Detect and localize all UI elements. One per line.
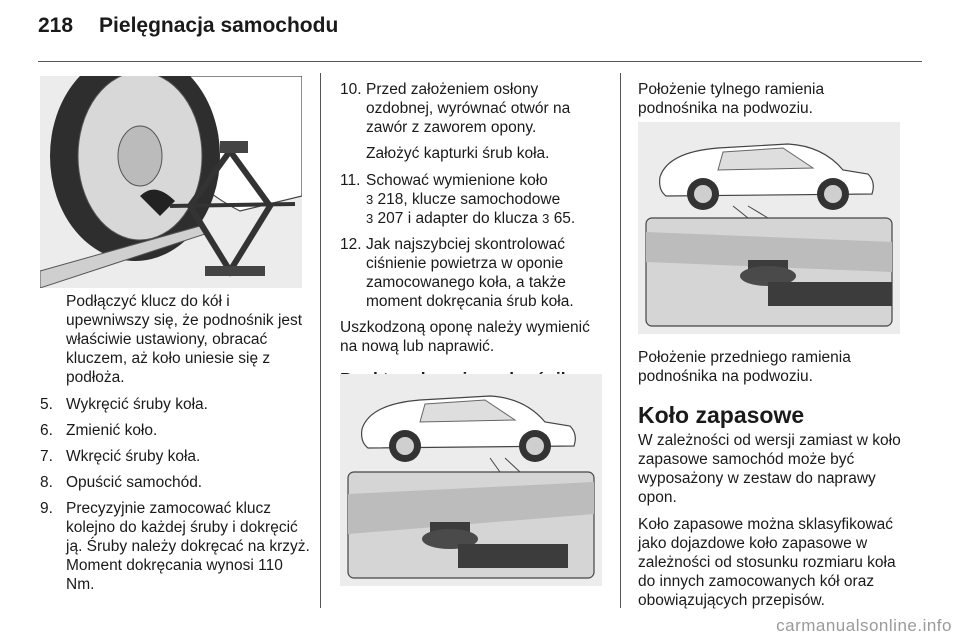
- reference-arrow-icon: 3: [366, 211, 374, 226]
- watermark: carmanualsonline.info: [776, 616, 952, 635]
- rear-jack-point-illustration: [638, 122, 900, 334]
- spare-wheel-heading: Koło zapasowe: [638, 402, 805, 428]
- list-item: [340, 171, 608, 228]
- item-number: 6.: [40, 422, 53, 439]
- tyre-note: Uszkodzoną oponę należy wymienić na nową lub naprawić.: [340, 319, 590, 355]
- item-text: Jak najszybciej skontrolować ciśnienie powietrza w oponie zamocowanego koła, a także moment dokręcania śrub koła.: [366, 236, 574, 310]
- rear-jack-point-figure: [638, 122, 900, 334]
- item-number: 11.: [340, 172, 361, 189]
- item-number: 7.: [40, 448, 53, 465]
- item-text: 65.: [553, 210, 576, 227]
- spare-wheel-paragraph-1: W zależności od wersji zamiast w koło zapasowe samochód może być wyposażony w zestaw do naprawy opon.: [638, 432, 901, 506]
- jack-wheel-illustration: [40, 76, 302, 288]
- item-text: Opuścić samochód.: [66, 474, 203, 491]
- item-text: Schować wymienione koło: [366, 172, 548, 189]
- jack-wheel-figure: [40, 76, 302, 288]
- item-number: 8.: [40, 474, 53, 491]
- list-item: [340, 235, 608, 311]
- rear-jack-caption: Położenie tylnego ramienia podnośnika na podwoziu.: [638, 81, 825, 117]
- list-item: [340, 80, 608, 137]
- column-2: [340, 80, 608, 401]
- item-text: 207 i adapter do klucza: [377, 210, 538, 227]
- item-number: 9.: [40, 500, 53, 517]
- header-rule: [38, 61, 922, 62]
- front-jack-caption: Położenie przedniego ramienia podnośnika na podwoziu.: [638, 349, 851, 385]
- spare-wheel-paragraph-2: Koło zapasowe można sklasyfikować jako dojazdowe koło zapasowe w zależności od stosunku rozmiaru koła do innych zamocowanych kół oraz obowiązujących przepisów.: [638, 516, 896, 609]
- column-divider-1: [320, 73, 321, 608]
- list-item: [40, 447, 312, 466]
- item-text: 218, klucze samochodowe: [377, 191, 561, 208]
- page-header: [38, 14, 338, 44]
- step-10-extra: Założyć kapturki śrub koła.: [366, 145, 550, 162]
- item-text: Wkręcić śruby koła.: [66, 448, 201, 465]
- front-jack-point-illustration: [340, 374, 602, 586]
- column-3-lower: [638, 348, 906, 618]
- list-item: [40, 473, 312, 492]
- page-title: Pielęgnacja samochodu: [99, 14, 339, 37]
- reference-arrow-icon: 3: [542, 211, 550, 226]
- item-number: 10.: [340, 81, 362, 98]
- item-text: Przed założeniem osłony ozdobnej, wyrównać otwór na zawór z zaworem opony.: [366, 81, 571, 136]
- column-1: [40, 292, 312, 601]
- item-text: Precyzyjnie zamocować klucz kolejno do każdej śruby i dokręcić ją. Śruby należy dokręcać na krzyż. Moment dokręcania wynosi 110 Nm.: [66, 500, 310, 593]
- item-number: 5.: [40, 396, 53, 413]
- column-3: [638, 80, 906, 126]
- step-intro: Podłączyć klucz do kół i upewniwszy się, że podnośnik jest właściwie ustawiony, obracać kluczem, aż koło uniesie się z podłoża.: [66, 293, 303, 386]
- list-item: [40, 499, 312, 594]
- column-divider-2: [620, 73, 621, 608]
- list-item: [40, 421, 312, 440]
- front-jack-point-figure: [340, 374, 602, 586]
- page-number: 218: [38, 14, 74, 37]
- item-text: Zmienić koło.: [66, 422, 158, 439]
- item-text: Wykręcić śruby koła.: [66, 396, 208, 413]
- list-item: [40, 395, 312, 414]
- item-number: 12.: [340, 236, 362, 253]
- reference-arrow-icon: 3: [366, 192, 374, 207]
